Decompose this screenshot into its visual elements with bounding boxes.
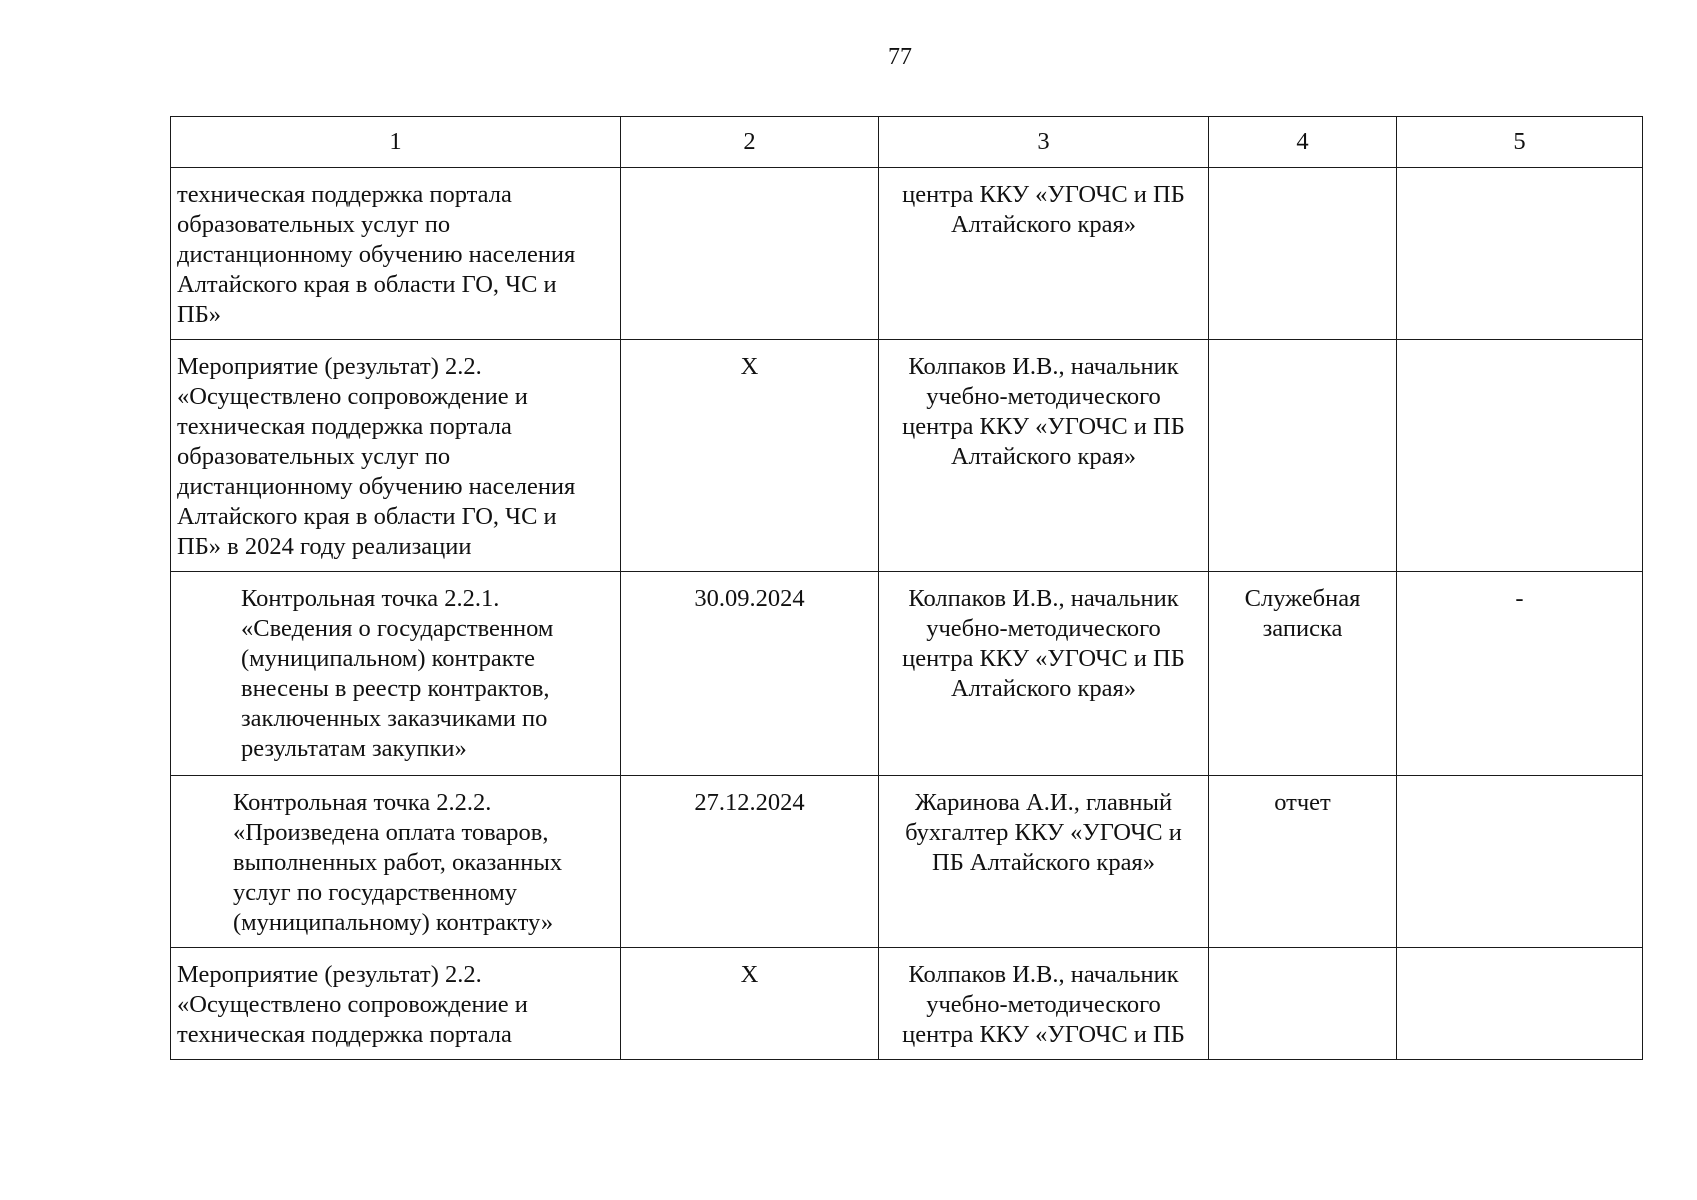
row-1-responsible: центра ККУ «УГОЧС и ПБ Алтайского края» (879, 168, 1209, 340)
table-row (171, 572, 1643, 776)
row-2-document (1209, 340, 1397, 572)
row-2-description: Мероприятие (результат) 2.2. «Осуществлено сопровождение и техническая поддержка портала образовательных услуг по дистанционному обучению населения Алтайского края в области ГО, ЧС и ПБ» в 2024 году реализации (171, 340, 621, 572)
row-1-note (1397, 168, 1643, 340)
row-1-deadline (621, 168, 879, 340)
header-col-1: 1 (171, 117, 621, 168)
table-row (171, 340, 1643, 572)
row-3-description: Контрольная точка 2.2.1. «Сведения о государственном (муниципальном) контракте внесены в реестр контрактов, заключенных заказчиками по результатам закупки» (171, 572, 621, 776)
row-5-deadline: Х (621, 948, 879, 1060)
plan-table (170, 116, 1643, 1060)
header-row (171, 117, 1643, 168)
row-5-note (1397, 948, 1643, 1060)
header-col-3: 3 (879, 117, 1209, 168)
row-1-description: техническая поддержка портала образовательных услуг по дистанционному обучению населения Алтайского края в области ГО, ЧС и ПБ» (171, 168, 621, 340)
row-4-note (1397, 776, 1643, 948)
row-2-responsible: Колпаков И.В., начальник учебно-методического центра ККУ «УГОЧС и ПБ Алтайского края» (879, 340, 1209, 572)
row-2-note (1397, 340, 1643, 572)
row-4-deadline: 27.12.2024 (621, 776, 879, 948)
table-row (171, 168, 1643, 340)
header-col-2: 2 (621, 117, 879, 168)
row-4-responsible: Жаринова А.И., главный бухгалтер ККУ «УГОЧС и ПБ Алтайского края» (879, 776, 1209, 948)
row-5-responsible: Колпаков И.В., начальник учебно-методического центра ККУ «УГОЧС и ПБ (879, 948, 1209, 1060)
row-3-deadline: 30.09.2024 (621, 572, 879, 776)
table-row (171, 776, 1643, 948)
row-3-document: Служебная записка (1209, 572, 1397, 776)
page-number: 77 (888, 44, 912, 70)
row-1-document (1209, 168, 1397, 340)
row-5-document (1209, 948, 1397, 1060)
row-4-description: Контрольная точка 2.2.2. «Произведена оплата товаров, выполненных работ, оказанных услуг по государственному (муниципальному) контракту» (171, 776, 621, 948)
table-row (171, 948, 1643, 1060)
row-3-responsible: Колпаков И.В., начальник учебно-методического центра ККУ «УГОЧС и ПБ Алтайского края» (879, 572, 1209, 776)
row-5-description: Мероприятие (результат) 2.2. «Осуществлено сопровождение и техническая поддержка портала (171, 948, 621, 1060)
header-col-5: 5 (1397, 117, 1643, 168)
row-4-document: отчет (1209, 776, 1397, 948)
header-col-4: 4 (1209, 117, 1397, 168)
row-3-note: - (1397, 572, 1643, 776)
row-2-deadline: Х (621, 340, 879, 572)
